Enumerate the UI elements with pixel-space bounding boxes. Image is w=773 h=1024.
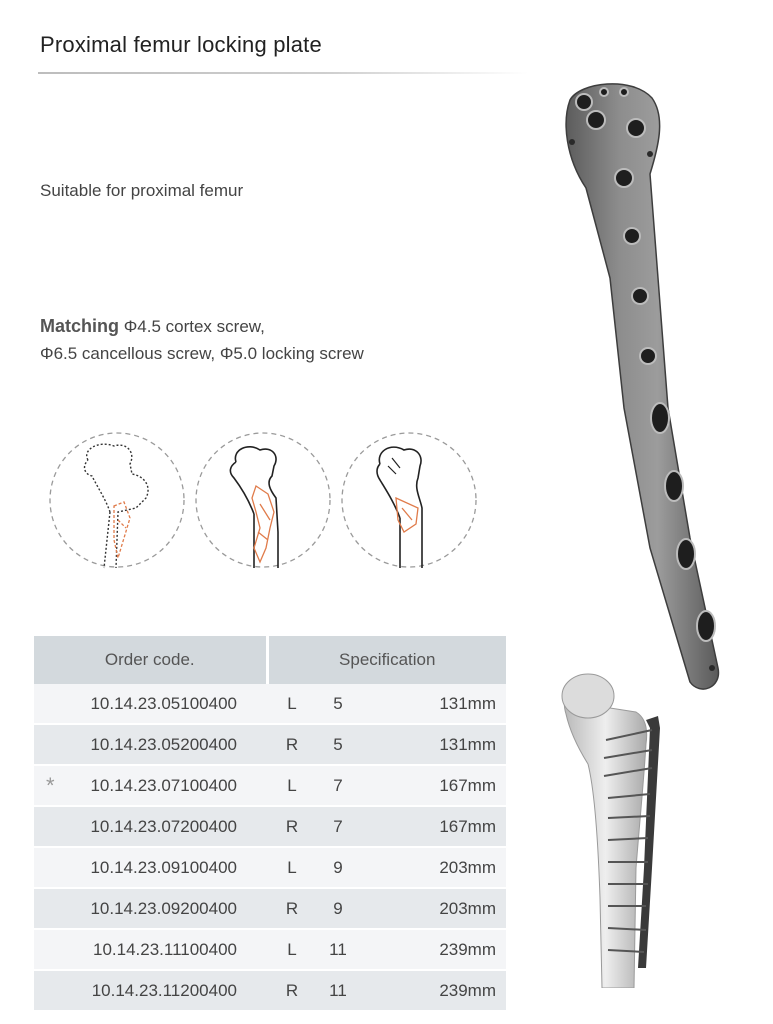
fracture-diagram-3 (342, 433, 476, 568)
order-table (34, 636, 506, 1012)
matching-line-2: Φ6.5 cancellous screw, Φ5.0 locking screw (40, 344, 364, 363)
order-code: 10.14.23.11100400 (92, 939, 237, 959)
fracture-diagrams (48, 428, 488, 578)
matching-line-1: Φ4.5 cortex screw, (119, 317, 265, 336)
table-row (34, 684, 506, 724)
side: R (267, 888, 317, 929)
femur-with-plate-image (548, 668, 698, 988)
order-code: 10.14.23.07100400 (90, 775, 237, 795)
length: 131mm (359, 684, 506, 724)
table-header-row (34, 636, 506, 684)
length: 203mm (359, 847, 506, 888)
side: R (267, 970, 317, 1011)
length: 131mm (359, 724, 506, 765)
matching-screws (40, 313, 364, 367)
table-row (34, 847, 506, 888)
side: L (267, 765, 317, 806)
order-code: 10.14.23.09200400 (90, 898, 237, 918)
title-divider (38, 72, 528, 74)
table-row (34, 929, 506, 970)
length: 167mm (359, 806, 506, 847)
description-text: Suitable for proximal femur (40, 181, 244, 200)
holes: 9 (317, 888, 359, 929)
fracture-diagram-2 (196, 433, 330, 568)
length: 203mm (359, 888, 506, 929)
locking-plate-image (540, 78, 765, 693)
length: 239mm (359, 970, 506, 1011)
side: R (267, 724, 317, 765)
order-code: 10.14.23.07200400 (90, 816, 237, 836)
header-order-code: Order code. (34, 636, 267, 684)
side: R (267, 806, 317, 847)
holes: 9 (317, 847, 359, 888)
holes: 5 (317, 724, 359, 765)
holes: 7 (317, 806, 359, 847)
length: 167mm (359, 765, 506, 806)
side: L (267, 929, 317, 970)
side: L (267, 684, 317, 724)
holes: 7 (317, 765, 359, 806)
holes: 5 (317, 684, 359, 724)
page-title: Proximal femur locking plate (40, 32, 322, 57)
star-mark: * (46, 773, 55, 798)
order-code: 10.14.23.09100400 (90, 857, 237, 877)
fracture-diagram-1 (50, 433, 184, 568)
order-code: 10.14.23.11200400 (91, 980, 237, 1000)
header-specification: Specification (267, 636, 506, 684)
holes: 11 (317, 929, 359, 970)
table-row (34, 724, 506, 765)
order-code: 10.14.23.05200400 (90, 734, 237, 754)
side: L (267, 847, 317, 888)
table-row (34, 806, 506, 847)
table-row (34, 888, 506, 929)
length: 239mm (359, 929, 506, 970)
order-code: 10.14.23.05100400 (90, 693, 237, 713)
matching-label: Matching (40, 316, 119, 336)
holes: 11 (317, 970, 359, 1011)
table-row (34, 765, 506, 806)
table-row (34, 970, 506, 1011)
